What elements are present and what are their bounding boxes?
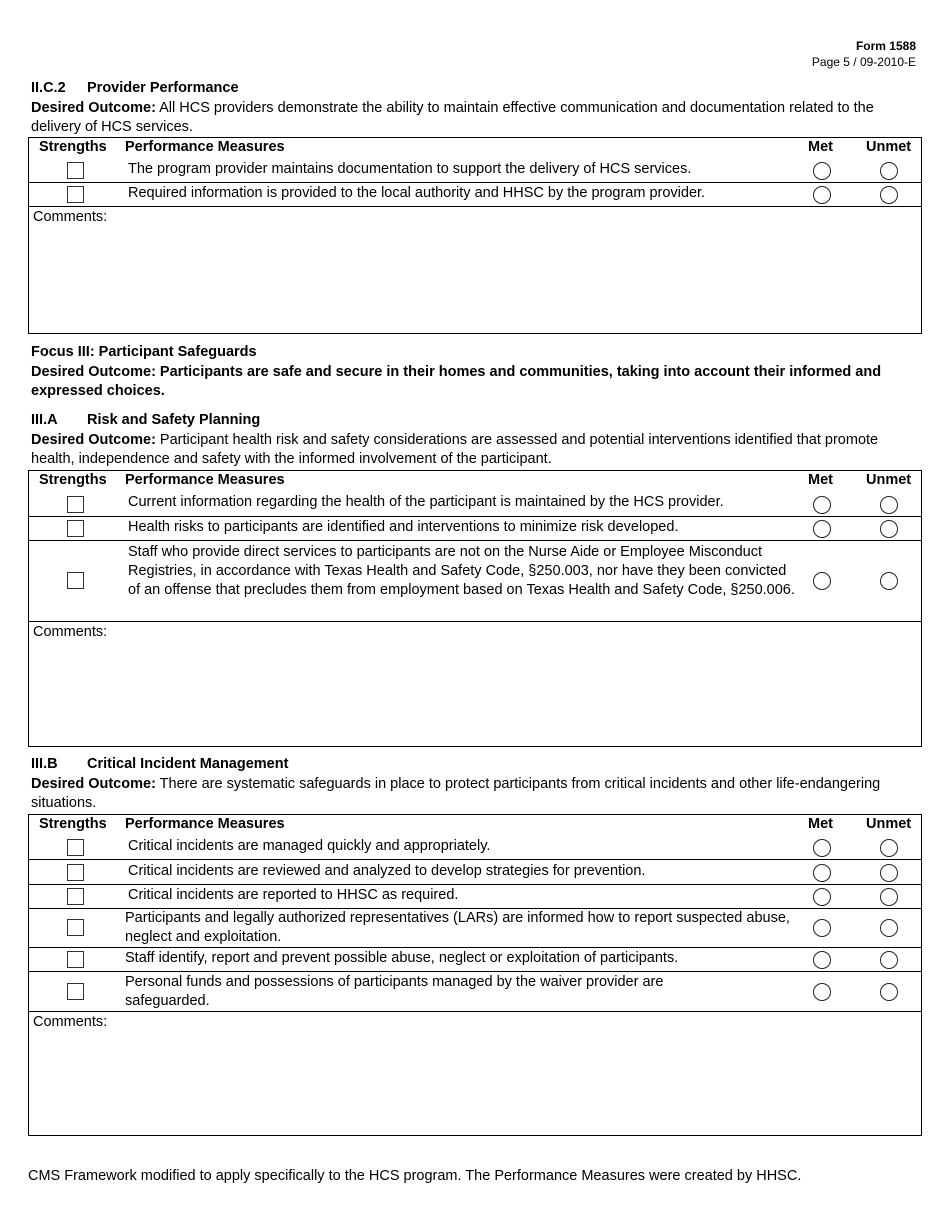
col-unmet: Unmet [866,816,912,832]
table-row [29,971,921,1011]
unmet-radio[interactable] [880,864,898,882]
unmet-radio[interactable] [880,520,898,538]
met-radio[interactable] [813,572,831,590]
measure-text: Staff identify, report and prevent possible abuse, neglect or exploitation of participants. [125,950,679,966]
section-heading-iii-b [31,756,288,772]
measure-text: Personal funds and possessions of participants managed by the waiver provider are safeguarded. [125,974,664,1009]
section-heading-iii-a [31,412,260,428]
col-measures: Performance Measures [125,139,285,155]
strength-checkbox[interactable] [67,919,84,936]
measures-table-iii-b [28,814,922,1136]
measure-text: The program provider maintains documentation to support the delivery of HCS services. [128,161,692,177]
comments-label: Comments: [33,209,108,225]
met-radio[interactable] [813,520,831,538]
measure-text: Current information regarding the health of the participant is maintained by the HCS provider. [128,494,724,510]
unmet-radio[interactable] [880,162,898,180]
met-radio[interactable] [813,919,831,937]
focus-iii-outcome: Desired Outcome: Participants are safe and secure in their homes and communities, taking into account their informed and expressed choices. [31,364,882,399]
comments-box [29,621,921,746]
strength-checkbox[interactable] [67,520,84,537]
met-radio[interactable] [813,496,831,514]
strength-checkbox[interactable] [67,572,84,589]
desired-outcome-ii-c-2 [31,99,921,137]
measures-table-ii-c-2 [28,137,922,334]
strength-checkbox[interactable] [67,839,84,856]
strength-checkbox[interactable] [67,496,84,513]
table-row [29,516,921,540]
unmet-radio[interactable] [880,839,898,857]
col-strengths: Strengths [39,472,107,488]
col-unmet: Unmet [866,139,912,155]
col-met: Met [808,472,833,488]
section-number: II.C.2 [31,80,66,96]
form-header [812,38,916,70]
outcome-label: Desired Outcome: [31,100,156,116]
table-row [29,182,921,206]
table-header-row [29,815,921,835]
table-row [29,835,921,859]
unmet-radio[interactable] [880,951,898,969]
outcome-text: There are systematic safeguards in place to protect participants from critical incidents and other life-endangering situations. [31,776,881,811]
strength-checkbox[interactable] [67,888,84,905]
met-radio[interactable] [813,186,831,204]
section-title: Risk and Safety Planning [87,412,261,428]
col-met: Met [808,816,833,832]
section-title: Critical Incident Management [87,756,289,772]
form-number: Form 1588 [855,39,916,53]
table-row [29,884,921,908]
page-info: Page 5 / 09-2010-E [811,55,916,69]
unmet-radio[interactable] [880,186,898,204]
section-number: III.A [31,412,58,428]
met-radio[interactable] [813,839,831,857]
measure-text: Health risks to participants are identified and interventions to minimize risk developed. [128,519,679,535]
measure-text: Critical incidents are reported to HHSC as required. [128,887,459,903]
unmet-radio[interactable] [880,888,898,906]
strength-checkbox[interactable] [67,864,84,881]
focus-iii-title: Focus III: Participant Safeguards [31,344,257,360]
outcome-label: Desired Outcome: [31,432,156,448]
table-row [29,491,921,516]
strength-checkbox[interactable] [67,951,84,968]
table-row [29,908,921,947]
unmet-radio[interactable] [880,919,898,937]
outcome-text: Participant health risk and safety considerations are assessed and potential interventions identified that promote health, independence and safety with the informed involvement of the participant. [31,432,879,467]
table-row [29,947,921,971]
met-radio[interactable] [813,864,831,882]
unmet-radio[interactable] [880,496,898,514]
met-radio[interactable] [813,888,831,906]
strength-checkbox[interactable] [67,186,84,203]
measure-text: Required information is provided to the local authority and HHSC by the program provider. [128,185,706,201]
comments-box [29,206,921,333]
comments-input[interactable] [119,624,917,742]
measure-text: Critical incidents are reviewed and analyzed to develop strategies for prevention. [128,863,646,879]
strength-checkbox[interactable] [67,162,84,179]
met-radio[interactable] [813,162,831,180]
comments-input[interactable] [119,209,917,329]
strength-checkbox[interactable] [67,983,84,1000]
comments-box [29,1011,921,1135]
measure-text: Staff who provide direct services to participants are not on the Nurse Aide or Employee Misconduct Registries, in accordance with Texas Health and Safety Code, §250.003, nor have they been convicted of an offense that precludes them from employment based on Texas Health and Safety Code, §250.006. [128,544,795,598]
unmet-radio[interactable] [880,572,898,590]
table-row [29,540,921,621]
desired-outcome-iii-b [31,775,921,813]
table-header-row [29,138,921,158]
table-row [29,859,921,884]
measures-table-iii-a [28,470,922,747]
comments-label: Comments: [33,624,108,640]
section-heading-ii-c-2 [31,80,239,96]
section-title: Provider Performance [87,80,239,96]
unmet-radio[interactable] [880,983,898,1001]
col-measures: Performance Measures [125,816,285,832]
col-met: Met [808,139,833,155]
desired-outcome-iii-a [31,431,921,469]
met-radio[interactable] [813,951,831,969]
table-row [29,158,921,182]
comments-label: Comments: [33,1014,108,1030]
measure-text: Participants and legally authorized representatives (LARs) are informed how to report suspected abuse, neglect and exploitation. [125,910,790,945]
col-strengths: Strengths [39,816,107,832]
measure-text: Critical incidents are managed quickly and appropriately. [128,838,491,854]
met-radio[interactable] [813,983,831,1001]
col-unmet: Unmet [866,472,912,488]
outcome-label: Desired Outcome: [31,776,156,792]
footer-note: CMS Framework modified to apply specifically to the HCS program. The Performance Measures were created by HHSC. [28,1168,802,1184]
comments-input[interactable] [119,1014,917,1131]
col-measures: Performance Measures [125,472,285,488]
section-number: III.B [31,756,58,772]
outcome-text: All HCS providers demonstrate the ability to maintain effective communication and documentation related to the delivery of HCS services. [31,100,874,135]
col-strengths: Strengths [39,139,107,155]
table-header-row [29,471,921,491]
